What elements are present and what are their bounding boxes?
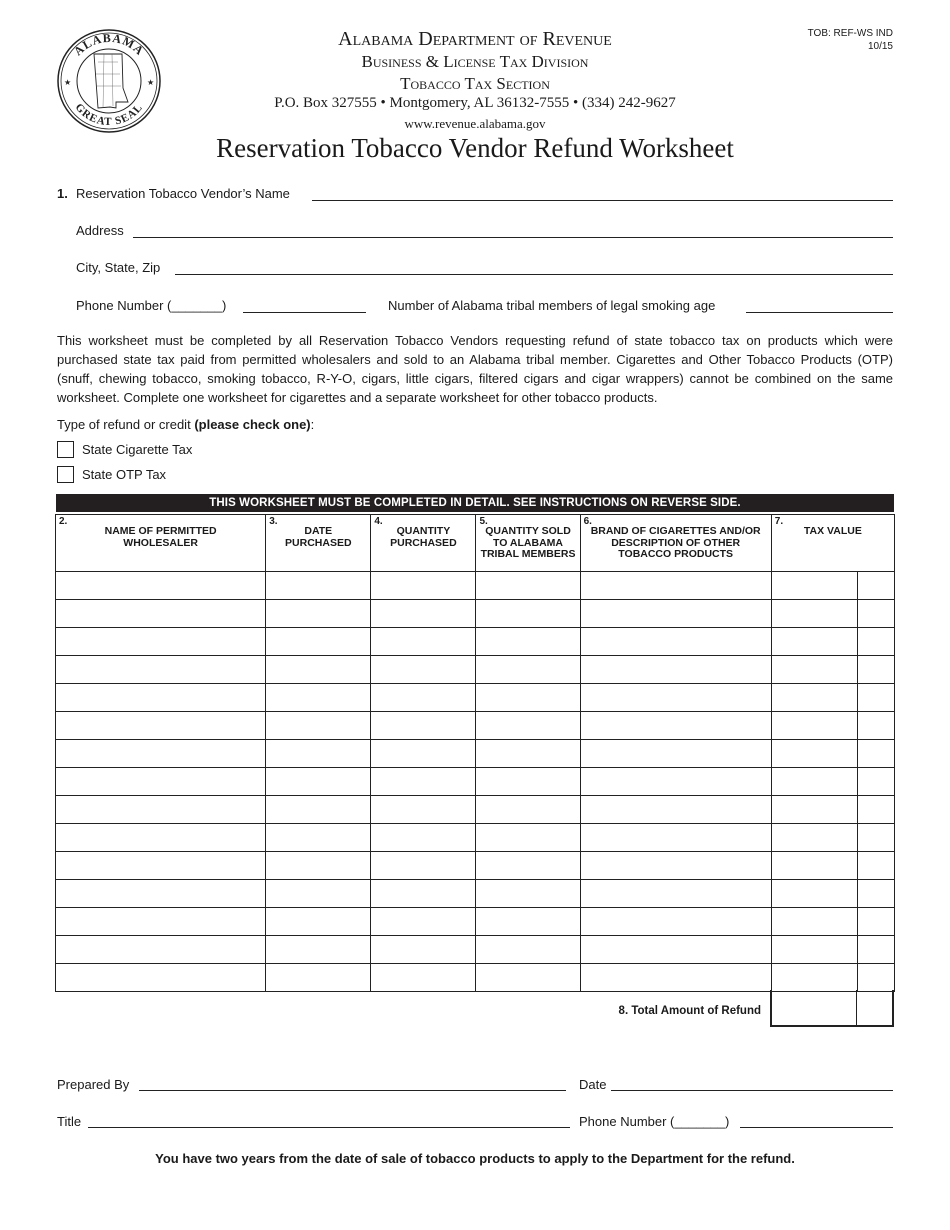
- qty-purchased-cell[interactable]: [371, 908, 476, 936]
- qty-purchased-cell[interactable]: [371, 628, 476, 656]
- prepared-by-label: Prepared By: [57, 1077, 130, 1092]
- worksheet-banner: THIS WORKSHEET MUST BE COMPLETED IN DETAIL. SEE INSTRUCTIONS ON REVERSE SIDE.: [56, 494, 894, 512]
- col-label: QUANTITY PURCHASED: [390, 525, 457, 549]
- city-state-zip-field[interactable]: [175, 274, 893, 275]
- tax-dollars-cell[interactable]: [771, 684, 857, 712]
- tax-cents-cell[interactable]: [857, 908, 894, 936]
- brand-cell[interactable]: [580, 628, 771, 656]
- tax-dollars-cell[interactable]: [771, 628, 857, 656]
- brand-cell[interactable]: [580, 852, 771, 880]
- wholesaler-cell[interactable]: [56, 964, 266, 992]
- col-number: 7.: [774, 516, 784, 527]
- tax-cents-cell[interactable]: [857, 852, 894, 880]
- table-row: [56, 852, 895, 880]
- qty-sold-cell[interactable]: [476, 684, 580, 712]
- qty-purchased-cell[interactable]: [371, 852, 476, 880]
- tribal-members-field[interactable]: [746, 312, 893, 313]
- brand-cell[interactable]: [580, 824, 771, 852]
- date-cell[interactable]: [266, 600, 371, 628]
- date-cell[interactable]: [266, 908, 371, 936]
- refund-type-prompt-bold: (please check one): [194, 417, 311, 432]
- wholesaler-cell[interactable]: [56, 852, 266, 880]
- wholesaler-cell[interactable]: [56, 600, 266, 628]
- refund-type-prompt: [57, 417, 314, 432]
- date-cell[interactable]: [266, 768, 371, 796]
- table-row: [56, 880, 895, 908]
- qty-purchased-cell[interactable]: [371, 768, 476, 796]
- preparer-phone-field[interactable]: [740, 1127, 893, 1128]
- qty-sold-cell[interactable]: [476, 936, 580, 964]
- tax-cents-cell[interactable]: [857, 628, 894, 656]
- table-row: [56, 824, 895, 852]
- refund-type-prompt-text: Type of refund or credit: [57, 417, 191, 432]
- brand-cell[interactable]: [580, 656, 771, 684]
- qty-purchased-cell[interactable]: [371, 796, 476, 824]
- col-tax-value-header: [771, 515, 894, 572]
- col-label: DATE PURCHASED: [285, 525, 352, 549]
- tax-dollars-cell[interactable]: [771, 656, 857, 684]
- qty-sold-cell[interactable]: [476, 740, 580, 768]
- date-cell[interactable]: [266, 628, 371, 656]
- address-field[interactable]: [133, 237, 893, 238]
- tax-cents-cell[interactable]: [857, 684, 894, 712]
- table-row: [56, 768, 895, 796]
- table-row: [56, 964, 895, 992]
- agency-address: P.O. Box 327555 • Montgomery, AL 36132-7555 • (334) 242-9627: [274, 95, 676, 111]
- tax-cents-cell[interactable]: [857, 880, 894, 908]
- col-wholesaler-header: [56, 515, 266, 572]
- date-cell[interactable]: [266, 936, 371, 964]
- seal-bottom-text: GREAT SEAL: [72, 101, 146, 129]
- date-cell[interactable]: [266, 852, 371, 880]
- qty-sold-cell[interactable]: [476, 768, 580, 796]
- table-row: [56, 572, 895, 600]
- wholesaler-cell[interactable]: [56, 628, 266, 656]
- table-row: [56, 712, 895, 740]
- table-row: [56, 684, 895, 712]
- tax-dollars-cell[interactable]: [771, 600, 857, 628]
- wholesaler-cell[interactable]: [56, 740, 266, 768]
- date-cell[interactable]: [266, 824, 371, 852]
- tax-dollars-cell[interactable]: [771, 796, 857, 824]
- tax-dollars-cell[interactable]: [771, 824, 857, 852]
- tax-cents-cell[interactable]: [857, 824, 894, 852]
- tax-dollars-cell[interactable]: [771, 936, 857, 964]
- wholesaler-cell[interactable]: [56, 572, 266, 600]
- tax-dollars-cell[interactable]: [771, 908, 857, 936]
- date-cell[interactable]: [266, 656, 371, 684]
- preparer-phone-label: Phone Number (_______): [579, 1114, 730, 1129]
- qty-purchased-cell[interactable]: [371, 880, 476, 908]
- brand-cell[interactable]: [580, 908, 771, 936]
- tax-cents-cell[interactable]: [857, 656, 894, 684]
- table-row: [56, 600, 895, 628]
- prepared-by-field[interactable]: [139, 1090, 566, 1091]
- table-row: [56, 656, 895, 684]
- state-cigarette-tax-checkbox[interactable]: [57, 441, 74, 458]
- wholesaler-cell[interactable]: [56, 824, 266, 852]
- total-refund-divider: [856, 990, 857, 1027]
- title-field[interactable]: [88, 1127, 570, 1128]
- tax-cents-cell[interactable]: [857, 796, 894, 824]
- qty-sold-cell[interactable]: [476, 852, 580, 880]
- col-number: 2.: [59, 516, 68, 527]
- wholesaler-cell[interactable]: [56, 712, 266, 740]
- tax-cents-cell[interactable]: [857, 740, 894, 768]
- brand-cell[interactable]: [580, 740, 771, 768]
- tax-dollars-cell[interactable]: [771, 712, 857, 740]
- form-number-code: TOB: REF-WS IND: [807, 28, 893, 39]
- division-name: Business & License Tax Division: [361, 52, 589, 71]
- qty-sold-cell[interactable]: [476, 712, 580, 740]
- qty-sold-cell[interactable]: [476, 964, 580, 992]
- total-refund-label: 8. Total Amount of Refund: [618, 1005, 761, 1017]
- item-number-1: 1.: [57, 186, 68, 201]
- col-number: 4.: [374, 516, 383, 527]
- tax-dollars-cell[interactable]: [771, 572, 857, 600]
- tax-cents-cell[interactable]: [857, 964, 894, 992]
- qty-sold-cell[interactable]: [476, 824, 580, 852]
- tax-cents-cell[interactable]: [857, 712, 894, 740]
- qty-sold-cell[interactable]: [476, 628, 580, 656]
- state-otp-tax-label: State OTP Tax: [82, 467, 167, 482]
- wholesaler-cell[interactable]: [56, 936, 266, 964]
- tribal-members-label: Number of Alabama tribal members of legal smoking age: [388, 298, 716, 313]
- date-cell[interactable]: [266, 880, 371, 908]
- qty-purchased-cell[interactable]: [371, 936, 476, 964]
- brand-cell[interactable]: [580, 684, 771, 712]
- state-otp-tax-checkbox[interactable]: [57, 466, 74, 483]
- vendor-name-field[interactable]: [312, 200, 893, 201]
- brand-cell[interactable]: [580, 768, 771, 796]
- qty-purchased-cell[interactable]: [371, 600, 476, 628]
- col-number: 5.: [479, 516, 488, 527]
- tax-cents-cell[interactable]: [857, 572, 894, 600]
- qty-purchased-cell[interactable]: [371, 572, 476, 600]
- instructions-paragraph: This worksheet must be completed by all Reservation Tobacco Vendors requesting refund of state tobacco tax on products which were purchased state tax paid from permitted wholesalers and sold to an Alabama tribal member. Cigarettes and Other Tobacco Products (OTP) (snuff, chewing tobacco, smoking tobacco, R-Y-O, cigars, little cigars, filtered cigars and cigar wrappers) cannot be combined on the same worksheet. Complete one worksheet for cigarettes and a separate worksheet for other tobacco products.: [57, 333, 893, 405]
- city-state-zip-label: City, State, Zip: [76, 260, 161, 275]
- date-cell[interactable]: [266, 796, 371, 824]
- agency-name: Alabama Department of Revenue: [338, 28, 612, 50]
- state-cigarette-tax-label: State Cigarette Tax: [82, 442, 193, 457]
- col-label: QUANTITY SOLD TO ALABAMA TRIBAL MEMBERS: [480, 525, 576, 560]
- col-label: NAME OF PERMITTED WHOLESALER: [104, 525, 217, 549]
- date-cell[interactable]: [266, 572, 371, 600]
- table-row: [56, 936, 895, 964]
- tax-cents-cell[interactable]: [857, 936, 894, 964]
- svg-text:★: ★: [64, 78, 72, 87]
- wholesaler-cell[interactable]: [56, 768, 266, 796]
- tax-cents-cell[interactable]: [857, 600, 894, 628]
- col-number: 3.: [269, 516, 278, 527]
- brand-cell[interactable]: [580, 936, 771, 964]
- qty-sold-cell[interactable]: [476, 880, 580, 908]
- qty-sold-cell[interactable]: [476, 600, 580, 628]
- refund-type-prompt-end: :: [310, 417, 315, 432]
- date-cell[interactable]: [266, 684, 371, 712]
- qty-purchased-cell[interactable]: [371, 964, 476, 992]
- qty-sold-cell[interactable]: [476, 572, 580, 600]
- date-cell[interactable]: [266, 740, 371, 768]
- address-label: Address: [76, 223, 124, 238]
- brand-cell[interactable]: [580, 572, 771, 600]
- wholesaler-cell[interactable]: [56, 796, 266, 824]
- total-refund-field[interactable]: [770, 990, 894, 1027]
- title-label: Title: [57, 1114, 82, 1129]
- table-header-row: [56, 515, 895, 572]
- qty-sold-cell[interactable]: [476, 796, 580, 824]
- seal-top-text: ALABAMA: [70, 30, 148, 59]
- tax-dollars-cell[interactable]: [771, 852, 857, 880]
- qty-purchased-cell[interactable]: [371, 656, 476, 684]
- footer-note: You have two years from the date of sale of tobacco products to apply to the Department for the refund.: [155, 1151, 795, 1166]
- col-number: 6.: [583, 516, 592, 527]
- tax-cents-cell[interactable]: [857, 768, 894, 796]
- qty-sold-cell[interactable]: [476, 656, 580, 684]
- page-title: Reservation Tobacco Vendor Refund Worksheet: [216, 133, 734, 163]
- wholesaler-cell[interactable]: [56, 908, 266, 936]
- brand-cell[interactable]: [580, 964, 771, 992]
- vendor-phone-label: Phone Number (_______): [76, 298, 227, 313]
- tax-dollars-cell[interactable]: [771, 964, 857, 992]
- qty-purchased-cell[interactable]: [371, 740, 476, 768]
- wholesaler-cell[interactable]: [56, 684, 266, 712]
- brand-cell[interactable]: [580, 796, 771, 824]
- form-revision-date: 10/15: [867, 41, 893, 52]
- tax-dollars-cell[interactable]: [771, 768, 857, 796]
- brand-cell[interactable]: [580, 712, 771, 740]
- worksheet-table: [55, 514, 895, 992]
- table-row: [56, 908, 895, 936]
- col-label: BRAND OF CIGARETTES AND/OR DESCRIPTION OF OTHER TOBACCO PRODUCTS: [590, 525, 761, 560]
- table-row: [56, 740, 895, 768]
- vendor-phone-field[interactable]: [243, 312, 366, 313]
- brand-cell[interactable]: [580, 880, 771, 908]
- col-brand-header: [580, 515, 771, 572]
- date-field[interactable]: [611, 1090, 893, 1091]
- vendor-name-label: Reservation Tobacco Vendor’s Name: [76, 186, 290, 201]
- wholesaler-cell[interactable]: [56, 880, 266, 908]
- brand-cell[interactable]: [580, 600, 771, 628]
- qty-purchased-cell[interactable]: [371, 824, 476, 852]
- col-label: TAX VALUE: [803, 525, 862, 537]
- col-qty-sold-header: [476, 515, 580, 572]
- agency-website: www.revenue.alabama.gov: [404, 116, 546, 131]
- date-label: Date: [579, 1077, 607, 1092]
- svg-text:★: ★: [147, 78, 155, 87]
- table-row: [56, 628, 895, 656]
- date-cell[interactable]: [266, 712, 371, 740]
- col-date-header: [266, 515, 371, 572]
- date-cell[interactable]: [266, 964, 371, 992]
- section-name: Tobacco Tax Section: [400, 74, 550, 93]
- table-row: [56, 796, 895, 824]
- qty-purchased-cell[interactable]: [371, 684, 476, 712]
- col-qty-purchased-header: [371, 515, 476, 572]
- tax-dollars-cell[interactable]: [771, 880, 857, 908]
- qty-sold-cell[interactable]: [476, 908, 580, 936]
- tax-dollars-cell[interactable]: [771, 740, 857, 768]
- qty-purchased-cell[interactable]: [371, 712, 476, 740]
- wholesaler-cell[interactable]: [56, 656, 266, 684]
